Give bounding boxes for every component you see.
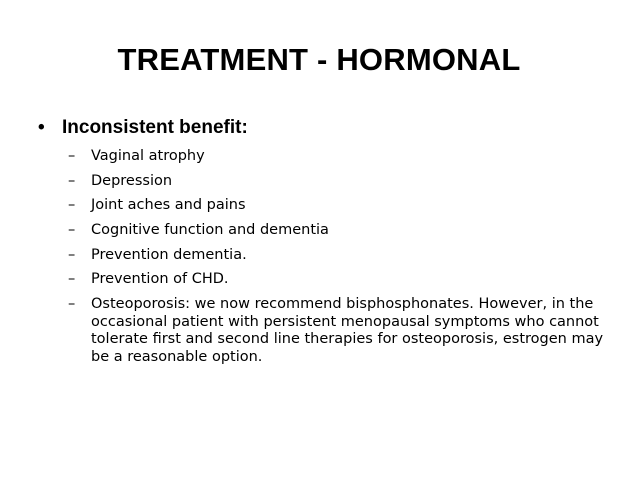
- sub-bullet-text: Osteoporosis: we now recommend bisphosphonates. However, in the occasional patient with persistent menopausal symptoms who cannot tolerate first and second line therapies for osteoporosis, estrogen may be a reasonable option.: [91, 296, 604, 365]
- dash-marker: –: [68, 197, 76, 214]
- slide-title: TREATMENT - HORMONAL: [117, 42, 521, 77]
- sub-bullet-text: Prevention dementia.: [91, 246, 247, 263]
- sub-bullet-item: [68, 197, 608, 215]
- sub-bullet-item: [68, 247, 608, 265]
- dash-marker: –: [68, 172, 76, 189]
- sub-bullet-list: [38, 148, 608, 366]
- slide-content: [38, 116, 608, 373]
- bullet-marker: •: [38, 117, 45, 138]
- dash-marker: –: [68, 148, 76, 164]
- dash-marker: –: [68, 296, 76, 313]
- sub-bullet-text: Depression: [91, 172, 173, 189]
- sub-bullet-text: Joint aches and pains: [91, 197, 246, 214]
- sub-bullet-item: [68, 271, 608, 289]
- sub-bullet-item: [68, 173, 608, 191]
- sub-bullet-item: [68, 222, 608, 240]
- bullet-text: Inconsistent benefit:: [62, 117, 248, 138]
- dash-marker: –: [68, 246, 76, 263]
- sub-bullet-item: [68, 296, 608, 366]
- sub-bullet-text: Cognitive function and dementia: [91, 222, 329, 239]
- sub-bullet-item: [68, 148, 608, 166]
- sub-bullet-text: Vaginal atrophy: [91, 148, 205, 164]
- dash-marker: –: [68, 222, 76, 239]
- dash-marker: –: [68, 271, 76, 288]
- sub-bullet-text: Prevention of CHD.: [91, 271, 229, 288]
- bullet-item: [38, 116, 608, 140]
